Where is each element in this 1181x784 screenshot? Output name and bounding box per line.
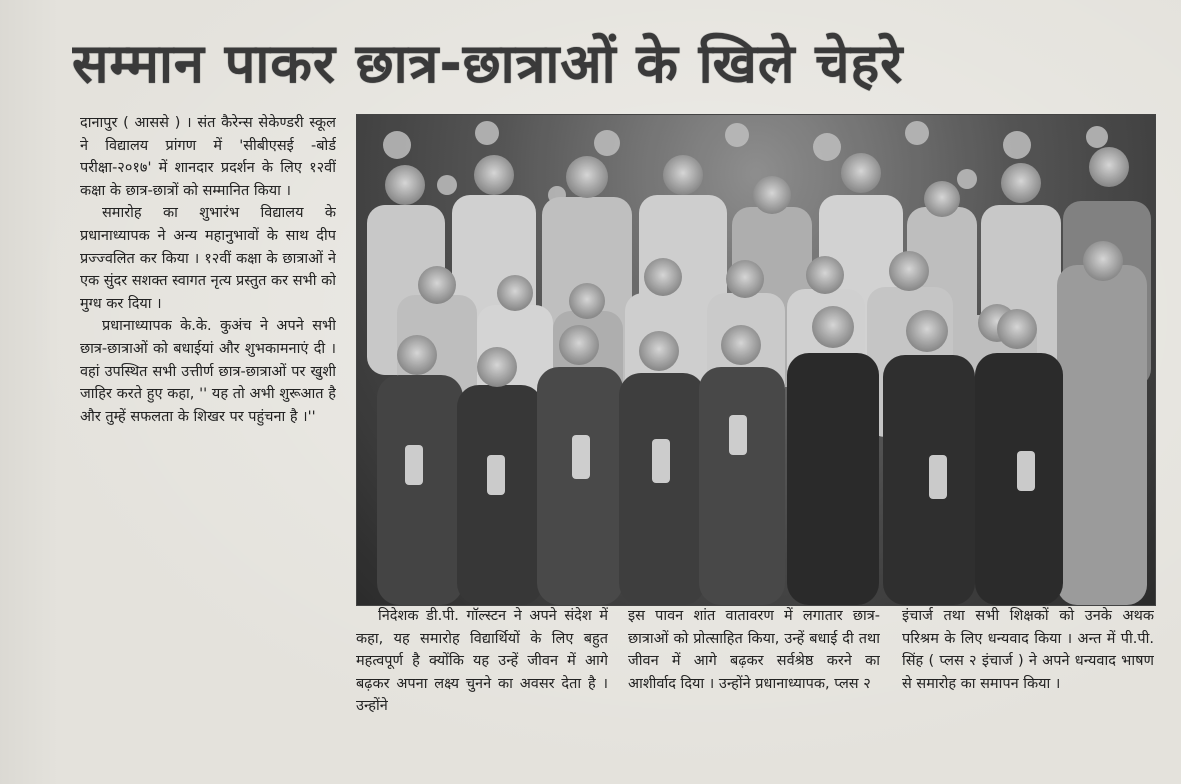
bottom-text-column-2: [628, 605, 880, 770]
paragraph-blessing: इस पावन शांत वातावरण में लगातार छात्र-छात्राओं को प्रोत्साहित किया, उन्हें बधाई दी तथा जीवन में आगे बढ़कर सर्वश्रेष्ठ करने का आशीर्वाद दिया । उन्होंने प्रधानाध्यापक, प्लस २: [628, 608, 880, 692]
paragraph-intro: दानापुर ( आससे ) । संत कैरेन्स सेकेण्डरी स्कूल ने विद्यालय प्रांगण में 'सीबीएसई -बोर्ड परीक्षा-२०१७' में शानदार प्रदर्शन के लिए १२वीं कक्षा के छात्र-छात्रों को सम्मानित किया ।: [80, 115, 336, 199]
paragraph-ceremony: समारोह का शुभारंभ विद्यालय के प्रधानाध्यापक ने अन्य महानुभावों के साथ दीप प्रज्ज्वलित कर किया । १२वीं कक्षा के छात्राओं ने एक सुंदर सशक्त स्वागत नृत्य प्रस्तुत कर सभी को मुग्ध कर दिया ।: [80, 205, 336, 312]
paragraph-director: निदेशक डी.पी. गॉल्स्टन ने अपने संदेश में कहा, यह समारोह विद्यार्थियों के लिए बहुत महत्वपूर्ण है क्योंकि यह उन्हें जीवन में आगे बढ़कर अपना लक्ष्य चुनने का अवसर देता है । उन्होंने: [356, 608, 608, 715]
article-headline: सम्मान पाकर छात्र-छात्राओं के खिले चेहरे: [72, 32, 904, 95]
paragraph-principal: प्रधानाध्यापक के.के. कुअंच ने अपने सभी छात्र-छात्राओं को बधाईयां और शुभकामनाएं दी । वहां उपस्थित सभी उत्तीर्ण छात्र-छात्राओं पर खुशी जाहिर करते हुए कहा, '' यह तो अभी शुरूआत है और तुम्हें सफलता के शिखर पर पहुंचना है ।'': [80, 318, 336, 425]
bottom-text-column-1: [356, 605, 608, 770]
paragraph-vote-of-thanks: इंचार्ज तथा सभी शिक्षकों को उनके अथक परिश्रम के लिए धन्यवाद किया । अन्त में पी.पी. सिंह ( प्लस २ इंचार्ज ) ने अपने धन्यवाद भाषण से समारोह का समापन किया ।: [902, 608, 1154, 692]
left-text-column: [80, 112, 336, 572]
page-fold-shadow: [0, 0, 60, 784]
bottom-text-column-3: [902, 605, 1154, 770]
group-photo-illustration: [357, 115, 1155, 605]
group-photo: [356, 114, 1156, 606]
